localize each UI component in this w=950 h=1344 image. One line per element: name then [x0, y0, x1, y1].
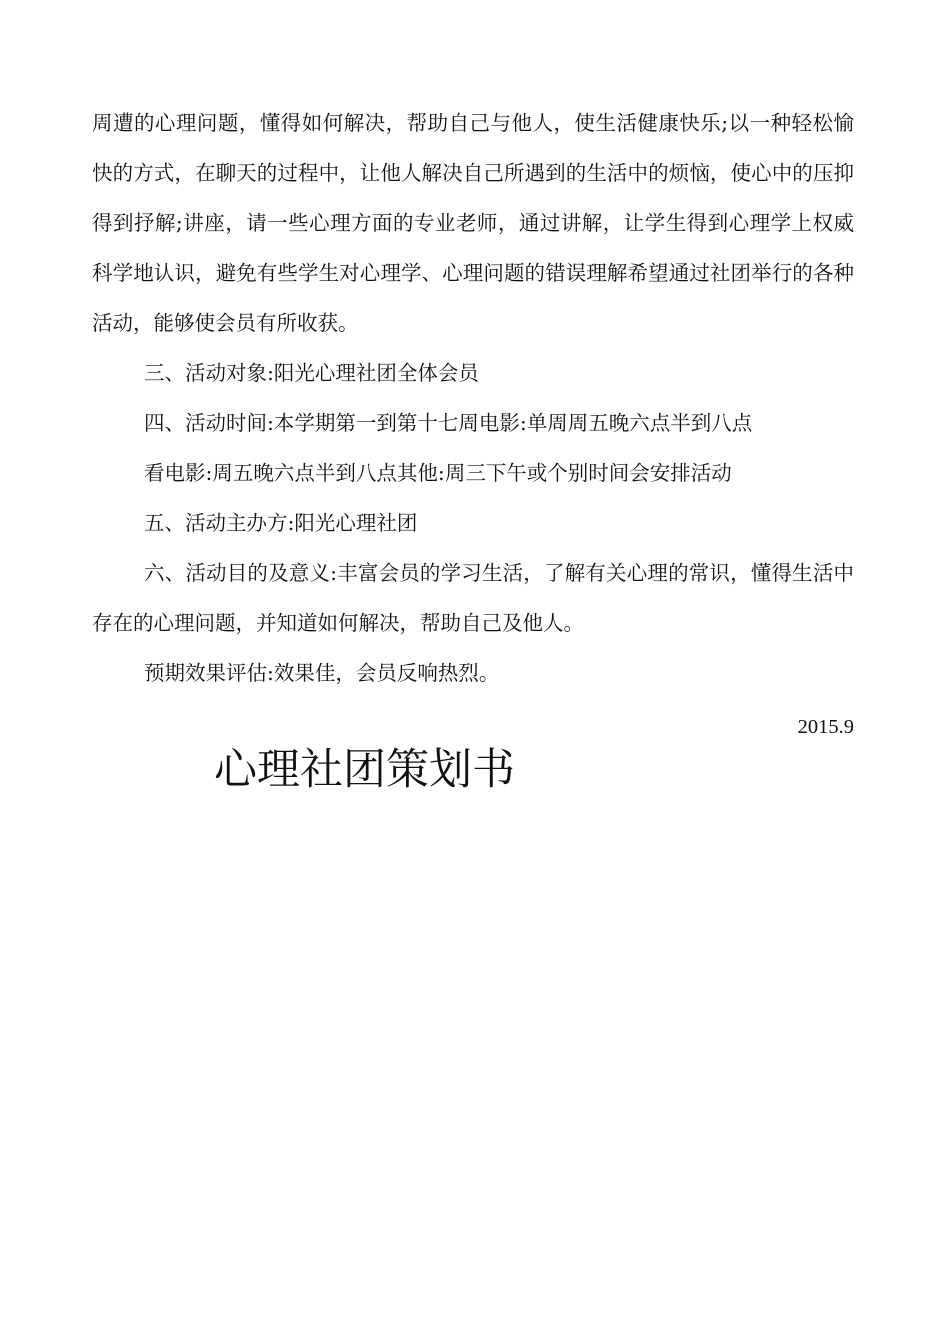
paragraph-movie-time: 看电影:周五晚六点半到八点其他:周三下午或个别时间会安排活动	[144, 461, 732, 485]
document-title: 心理社团策划书	[214, 745, 515, 795]
paragraph-activity-time: 四、活动时间:本学期第一到第十七周电影:单周周五晚六点半到八点	[144, 411, 753, 435]
paragraph-organizer: 五、活动主办方:阳光心理社团	[144, 511, 418, 535]
paragraph-continuation: 周遭的心理问题，懂得如何解决，帮助自己与他人，使生活健康快乐;以一种轻松愉快的方式，在聊天的过程中，让他人解决自己所遇到的生活中的烦恼，使心中的压抑得到抒解;讲座，请一些心理方面的专业老师，通过讲解，让学生得到心理学上权威科学地认识，避免有些学生对心理学、心理问题的错误理解希望通过社团举行的各种活动，能够使会员有所收获。	[92, 111, 854, 335]
paragraph-purpose: 六、活动目的及意义:丰富会员的学习生活，了解有关心理的常识，懂得生活中存在的心理问题，并知道如何解决，帮助自己及他人。	[92, 561, 854, 635]
document-date: 2015.9	[797, 716, 854, 738]
paragraph-evaluation: 预期效果评估:效果佳，会员反响热烈。	[144, 661, 500, 685]
document-body	[92, 98, 854, 698]
paragraph-activity-target: 三、活动对象:阳光心理社团全体会员	[144, 361, 479, 385]
